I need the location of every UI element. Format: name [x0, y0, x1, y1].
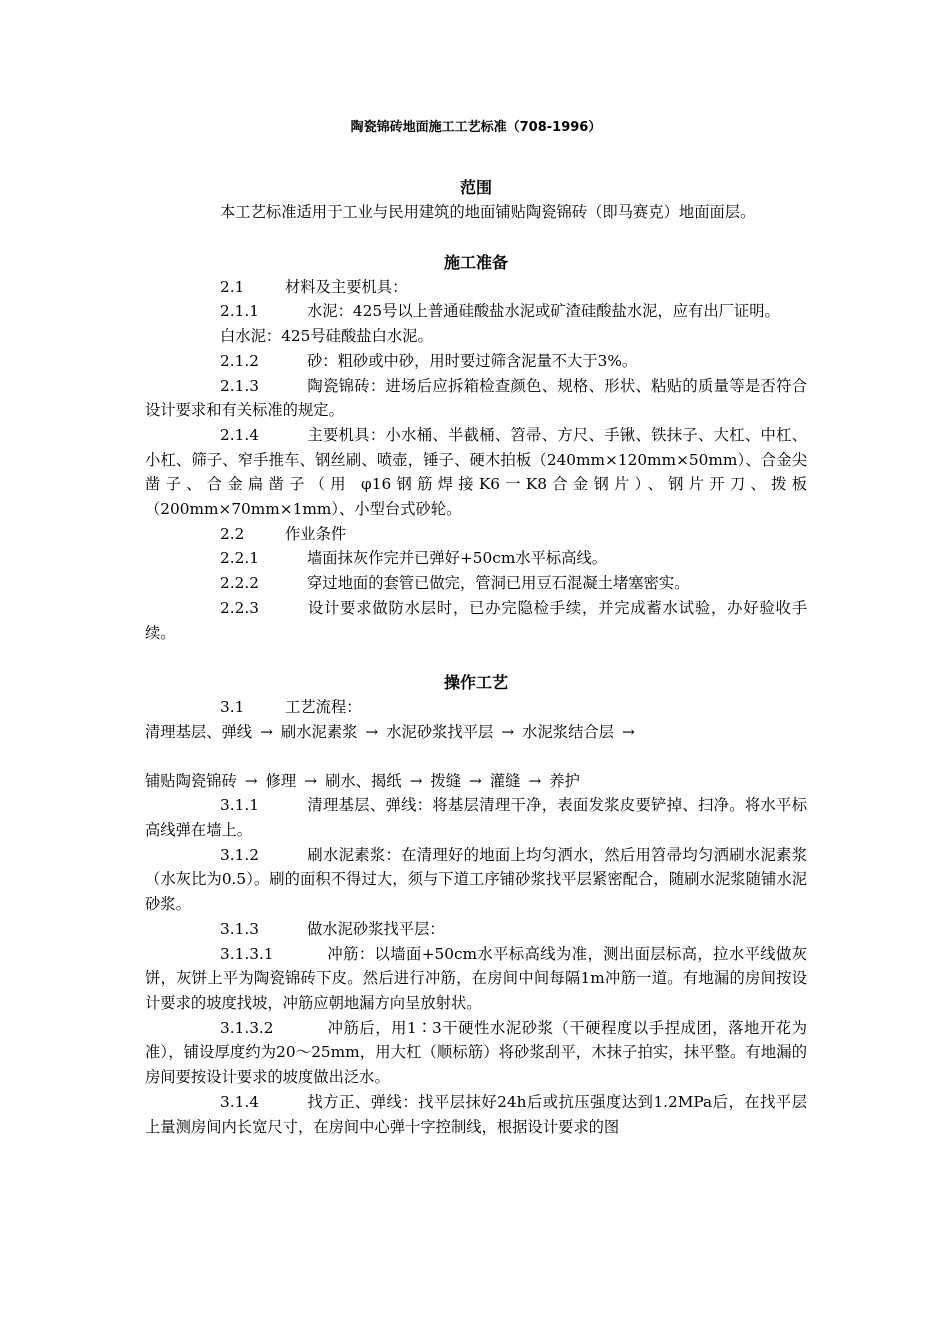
item-2-2-3: [145, 596, 807, 645]
item-2-1-4: [145, 423, 807, 522]
arrow-right-icon: →: [409, 771, 423, 790]
section-heading-scope: 范围: [459, 178, 492, 197]
item-text: 主要机具：小水桶、半截桶、笤帚、方尺、手锹、铁抹子、大杠、中杠、小杠、筛子、窄手推车、钢丝刷、喷壶，锤子、硬木拍板（240mm×120mm×50mm）、合金尖凿子、合金扁凿子（用 φ16钢筋焊接K6一K8合金钢片）、钢片开刀、拨板（200mm×70mm×1mm）、小型台式砂轮。: [145, 425, 807, 519]
item-3-1-3: [145, 917, 807, 942]
item-number: 2.1: [220, 277, 245, 296]
item-text: 陶瓷锦砖：进场后应拆箱检查颜色、规格、形状、粘贴的质量等是否符合设计要求和有关标准的规定。: [145, 376, 807, 420]
item-2-2-1: [145, 546, 807, 571]
item-number: 2.1.1: [220, 302, 259, 321]
item-number: 3.1: [220, 698, 245, 717]
item-white-cement: [145, 324, 807, 349]
document-page: [145, 118, 807, 1139]
arrow-right-icon: →: [469, 771, 482, 790]
item-text: 水泥：425号以上普通硅酸盐水泥或矿渣硅酸盐水泥，应有出厂证明。: [307, 302, 780, 321]
flow-step: 刷水、揭纸: [325, 771, 402, 790]
item-2-1-1: [145, 299, 807, 324]
item-text: 砂：粗砂或中砂，用时要过筛含泥量不大于3%。: [307, 351, 638, 370]
flow-step: 铺贴陶瓷锦砖: [145, 771, 237, 790]
arrow-right-icon: →: [244, 771, 258, 790]
item-text: 做水泥砂浆找平层：: [307, 919, 445, 938]
flow-step: 清理基层、弹线: [145, 722, 253, 741]
arrow-right-icon: →: [260, 722, 273, 741]
process-flow-line-2: [145, 769, 807, 794]
item-number: 3.1.3.2: [220, 1018, 274, 1037]
item-number: 2.2.3: [220, 598, 259, 617]
item-text: 作业条件: [285, 524, 347, 543]
flow-step: 水泥砂浆找平层: [386, 722, 494, 741]
item-text: 找方正、弹线：找平层抹好24h后或抗压强度达到1.2MPa后，在找平层上量测房间内长宽尺寸，在房间中心弹十字控制线，根据设计要求的图: [145, 1092, 807, 1136]
item-number: 2.1.3: [220, 376, 259, 395]
flow-step: 刷水泥素浆: [280, 722, 358, 741]
item-3-1-3-1: [145, 942, 807, 1016]
item-number: 2.2: [220, 524, 245, 543]
section-heading-preparation: 施工准备: [443, 252, 508, 272]
section-heading-operation: 操作工艺: [443, 673, 508, 693]
arrow-right-icon: →: [621, 722, 635, 741]
item-text: 材料及主要机具：: [285, 277, 408, 296]
item-2-2-2: [145, 571, 807, 596]
item-text: 冲筋：以墙面+50cm水平标高线为准，测出面层标高，拉水平线做灰饼，灰饼上平为陶瓷锦砖下皮。然后进行冲筋，在房间中间每隔1m冲筋一道。有地漏的房间按设计要求的坡度找坡，冲筋应朝地漏方向呈放射状。: [145, 944, 807, 1012]
item-3-1-1: [145, 793, 807, 842]
item-text: 穿过地面的套管已做完，管洞已用豆石混凝土堵塞密实。: [307, 574, 690, 593]
flow-step: 拨缝: [430, 771, 461, 790]
arrow-right-icon: →: [365, 722, 379, 741]
arrow-right-icon: →: [528, 771, 542, 790]
item-3-1-3-2: [145, 1016, 807, 1090]
item-number: 2.2.1: [220, 549, 259, 568]
item-text: 冲筋后，用1∶3干硬性水泥砂浆（干硬程度以手捏成团，落地开花为准），铺设厚度约为20～25mm，用大杠（顺标筋）将砂浆刮平，木抹子拍实，抹平整。有地漏的房间要按设计要求的坡度做出泛水。: [145, 1018, 807, 1087]
item-3-1: [145, 695, 807, 720]
item-2-1: [145, 275, 807, 300]
item-2-1-3: [145, 374, 807, 423]
item-text: 工艺流程：: [285, 698, 362, 717]
item-number: 3.1.3: [220, 919, 259, 938]
item-3-1-2: [145, 843, 807, 917]
arrow-right-icon: →: [304, 771, 318, 790]
item-number: 3.1.1: [220, 796, 259, 815]
flow-step: 灌缝: [489, 771, 521, 790]
item-number: 2.2.2: [220, 574, 259, 593]
flow-step: 养护: [549, 771, 580, 790]
item-number: 2.1.4: [220, 425, 259, 444]
item-number: 3.1.3.1: [220, 944, 274, 963]
flow-step: 水泥浆结合层: [522, 722, 614, 741]
item-text: 白水泥：425号硅酸盐白水泥。: [220, 327, 433, 346]
document-title: 陶瓷锦砖地面施工工艺标准（708-1996）: [350, 120, 602, 135]
scope-paragraph: 本工艺标准适用于工业与民用建筑的地面铺贴陶瓷锦砖（即马赛克）地面面层。: [220, 203, 756, 221]
item-2-1-2: [145, 349, 807, 374]
item-text: 清理基层、弹线：将基层清理干净，表面发浆皮要铲掉、扫净。将水平标高线弹在墙上。: [145, 796, 807, 840]
item-number: 2.1.2: [220, 351, 259, 370]
process-flow-line-1: [145, 720, 807, 745]
arrow-right-icon: →: [501, 722, 515, 741]
item-2-2: [145, 522, 807, 547]
item-text: 刷水泥素浆：在清理好的地面上均匀洒水，然后用笤帚均匀洒刷水泥素浆（水灰比为0.5）。刷的面积不得过大，须与下道工序铺砂浆找平层紧密配合，随刷水泥浆随铺水泥砂浆。: [145, 845, 807, 914]
item-text: 墙面抹灰作完并已弹好+50cm水平标高线。: [307, 549, 608, 568]
item-number: 3.1.2: [220, 845, 259, 864]
item-number: 3.1.4: [220, 1092, 259, 1111]
item-3-1-4: [145, 1090, 807, 1139]
flow-step: 修理: [265, 771, 297, 790]
item-text: 设计要求做防水层时，已办完隐检手续，并完成蓄水试验，办好验收手续。: [145, 598, 807, 642]
